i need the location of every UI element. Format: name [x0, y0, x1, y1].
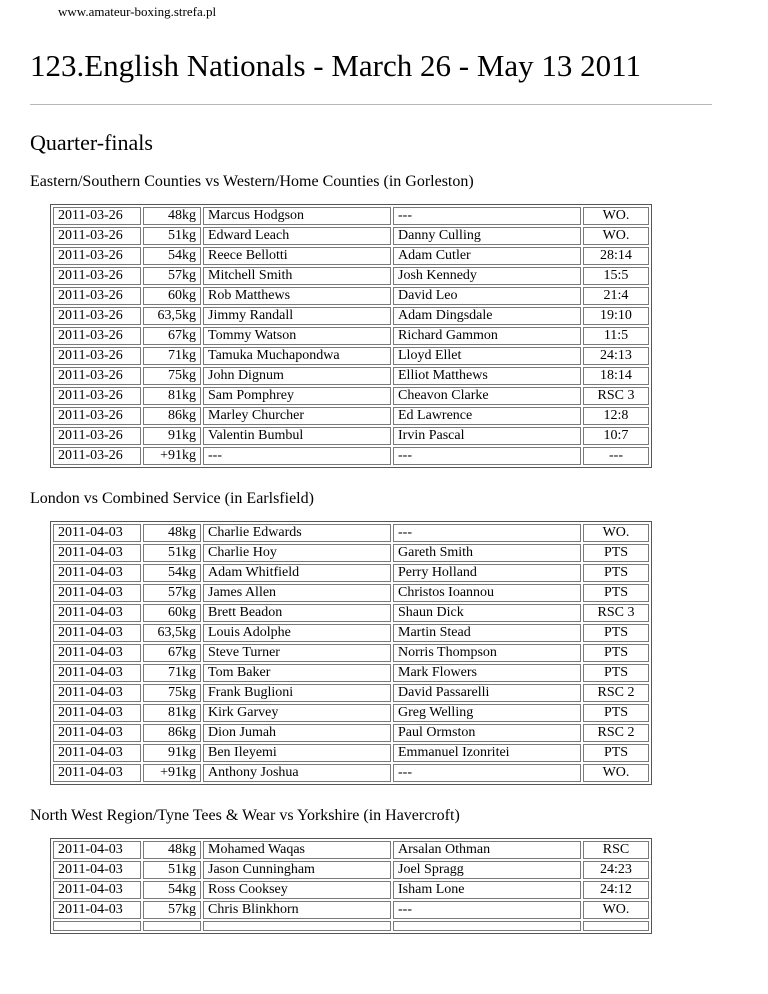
- boxer-red: Mitchell Smith: [203, 267, 391, 285]
- boxer-blue: Ed Lawrence: [393, 407, 581, 425]
- bout-result: WO.: [583, 901, 649, 919]
- boxer-red: Tommy Watson: [203, 327, 391, 345]
- bout-weight: 75kg: [143, 684, 201, 702]
- empty-cell: [583, 921, 649, 931]
- bout-result: WO.: [583, 524, 649, 542]
- boxer-red: Charlie Hoy: [203, 544, 391, 562]
- boxer-blue: Paul Ormston: [393, 724, 581, 742]
- table-row: [53, 524, 649, 542]
- bout-weight: 86kg: [143, 407, 201, 425]
- bout-result: 28:14: [583, 247, 649, 265]
- table-row: [53, 307, 649, 325]
- boxer-blue: ---: [393, 524, 581, 542]
- bout-date: 2011-03-26: [53, 207, 141, 225]
- boxer-blue: Arsalan Othman: [393, 841, 581, 859]
- boxer-red: Ben Ileyemi: [203, 744, 391, 762]
- boxer-blue: ---: [393, 207, 581, 225]
- table-row: [53, 564, 649, 582]
- empty-cell: [203, 921, 391, 931]
- section-title-north-yorkshire: North West Region/Tyne Tees & Wear vs Yorkshire (in Havercroft): [30, 807, 460, 824]
- bout-result: 15:5: [583, 267, 649, 285]
- boxer-blue: Christos Ioannou: [393, 584, 581, 602]
- bout-date: 2011-04-03: [53, 724, 141, 742]
- bout-date: 2011-04-03: [53, 841, 141, 859]
- bout-result: 18:14: [583, 367, 649, 385]
- boxer-red: Mohamed Waqas: [203, 841, 391, 859]
- bout-weight: 51kg: [143, 861, 201, 879]
- table-row: [53, 427, 649, 445]
- bout-result: WO.: [583, 764, 649, 782]
- boxer-blue: ---: [393, 901, 581, 919]
- bout-weight: 54kg: [143, 247, 201, 265]
- bout-result: 11:5: [583, 327, 649, 345]
- table-row: [53, 841, 649, 859]
- table-row: [53, 744, 649, 762]
- bout-result: 19:10: [583, 307, 649, 325]
- bout-date: 2011-04-03: [53, 684, 141, 702]
- boxer-blue: Greg Welling: [393, 704, 581, 722]
- boxer-blue: David Leo: [393, 287, 581, 305]
- boxer-red: Ross Cooksey: [203, 881, 391, 899]
- bout-weight: 71kg: [143, 347, 201, 365]
- site-url: www.amateur-boxing.strefa.pl: [58, 4, 217, 19]
- table-row: [53, 207, 649, 225]
- table-row: [53, 724, 649, 742]
- table-row: [53, 704, 649, 722]
- boxer-blue: ---: [393, 447, 581, 465]
- boxer-blue: Danny Culling: [393, 227, 581, 245]
- bout-result: 12:8: [583, 407, 649, 425]
- boxer-blue: David Passarelli: [393, 684, 581, 702]
- boxer-red: Valentin Bumbul: [203, 427, 391, 445]
- bout-date: 2011-04-03: [53, 861, 141, 879]
- bout-date: 2011-04-03: [53, 624, 141, 642]
- bout-result: PTS: [583, 564, 649, 582]
- boxer-blue: Shaun Dick: [393, 604, 581, 622]
- bout-result: RSC 2: [583, 684, 649, 702]
- table-row: [53, 664, 649, 682]
- bout-weight: 48kg: [143, 207, 201, 225]
- boxer-red: John Dignum: [203, 367, 391, 385]
- empty-cell: [393, 921, 581, 931]
- boxer-blue: Lloyd Ellet: [393, 347, 581, 365]
- bout-result: 24:12: [583, 881, 649, 899]
- table-row: [53, 604, 649, 622]
- boxer-red: Marcus Hodgson: [203, 207, 391, 225]
- boxer-red: Reece Bellotti: [203, 247, 391, 265]
- section-title-east-south: Eastern/Southern Counties vs Western/Home Counties (in Gorleston): [30, 173, 474, 190]
- results-table-london-service: [50, 521, 652, 785]
- bout-date: 2011-03-26: [53, 287, 141, 305]
- bout-date: 2011-03-26: [53, 307, 141, 325]
- boxer-blue: Norris Thompson: [393, 644, 581, 662]
- table-row: [53, 684, 649, 702]
- boxer-blue: Emmanuel Izonritei: [393, 744, 581, 762]
- boxer-red: Adam Whitfield: [203, 564, 391, 582]
- table-row: [53, 287, 649, 305]
- bout-weight: 60kg: [143, 287, 201, 305]
- boxer-red: James Allen: [203, 584, 391, 602]
- boxer-red: ---: [203, 447, 391, 465]
- boxer-blue: Martin Stead: [393, 624, 581, 642]
- boxer-red: Dion Jumah: [203, 724, 391, 742]
- bout-date: 2011-04-03: [53, 644, 141, 662]
- boxer-blue: Cheavon Clarke: [393, 387, 581, 405]
- round-title: Quarter-finals: [30, 130, 153, 155]
- bout-weight: 63,5kg: [143, 307, 201, 325]
- boxer-red: Tom Baker: [203, 664, 391, 682]
- table-row: [53, 227, 649, 245]
- table-row: [53, 327, 649, 345]
- bout-result: PTS: [583, 744, 649, 762]
- bout-weight: 48kg: [143, 524, 201, 542]
- boxer-blue: Irvin Pascal: [393, 427, 581, 445]
- table-row: [53, 644, 649, 662]
- bout-weight: 75kg: [143, 367, 201, 385]
- bout-date: 2011-03-26: [53, 267, 141, 285]
- bout-result: PTS: [583, 664, 649, 682]
- table-row: [53, 584, 649, 602]
- boxer-blue: Joel Spragg: [393, 861, 581, 879]
- boxer-red: Edward Leach: [203, 227, 391, 245]
- bout-weight: 54kg: [143, 881, 201, 899]
- boxer-red: Louis Adolphe: [203, 624, 391, 642]
- boxer-blue: Gareth Smith: [393, 544, 581, 562]
- bout-result: 24:13: [583, 347, 649, 365]
- bout-result: PTS: [583, 544, 649, 562]
- boxer-blue: Adam Dingsdale: [393, 307, 581, 325]
- boxer-blue: Richard Gammon: [393, 327, 581, 345]
- bout-date: 2011-04-03: [53, 544, 141, 562]
- bout-date: 2011-03-26: [53, 247, 141, 265]
- bout-date: 2011-04-03: [53, 524, 141, 542]
- boxer-red: Jimmy Randall: [203, 307, 391, 325]
- bout-date: 2011-04-03: [53, 704, 141, 722]
- table-row: [53, 447, 649, 465]
- boxer-blue: Mark Flowers: [393, 664, 581, 682]
- bout-result: PTS: [583, 624, 649, 642]
- bout-date: 2011-03-26: [53, 447, 141, 465]
- table-row: [53, 624, 649, 642]
- bout-weight: 81kg: [143, 704, 201, 722]
- boxer-red: Charlie Edwards: [203, 524, 391, 542]
- table-row: [53, 544, 649, 562]
- bout-weight: 51kg: [143, 544, 201, 562]
- bout-weight: +91kg: [143, 447, 201, 465]
- boxer-blue: Josh Kennedy: [393, 267, 581, 285]
- boxer-red: Marley Churcher: [203, 407, 391, 425]
- boxer-red: Chris Blinkhorn: [203, 901, 391, 919]
- bout-weight: 48kg: [143, 841, 201, 859]
- table-row: [53, 247, 649, 265]
- bout-date: 2011-04-03: [53, 604, 141, 622]
- bout-result: RSC 3: [583, 604, 649, 622]
- bout-weight: 67kg: [143, 644, 201, 662]
- boxer-blue: ---: [393, 764, 581, 782]
- table-row: [53, 901, 649, 919]
- bout-result: PTS: [583, 644, 649, 662]
- table-row: [53, 367, 649, 385]
- boxer-blue: Perry Holland: [393, 564, 581, 582]
- bout-date: 2011-03-26: [53, 427, 141, 445]
- bout-date: 2011-03-26: [53, 407, 141, 425]
- bout-weight: 51kg: [143, 227, 201, 245]
- bout-weight: 60kg: [143, 604, 201, 622]
- bout-date: 2011-03-26: [53, 387, 141, 405]
- bout-result: 10:7: [583, 427, 649, 445]
- bout-result: 21:4: [583, 287, 649, 305]
- bout-weight: 91kg: [143, 427, 201, 445]
- bout-date: 2011-04-03: [53, 764, 141, 782]
- boxer-red: Kirk Garvey: [203, 704, 391, 722]
- bout-weight: 57kg: [143, 901, 201, 919]
- boxer-red: Anthony Joshua: [203, 764, 391, 782]
- bout-weight: 57kg: [143, 584, 201, 602]
- table-row: [53, 764, 649, 782]
- table-row: [53, 267, 649, 285]
- bout-result: RSC 3: [583, 387, 649, 405]
- bout-date: 2011-03-26: [53, 367, 141, 385]
- boxer-red: Brett Beadon: [203, 604, 391, 622]
- table-row: [53, 861, 649, 879]
- bout-weight: 67kg: [143, 327, 201, 345]
- bout-date: 2011-04-03: [53, 881, 141, 899]
- bout-date: 2011-03-26: [53, 227, 141, 245]
- bout-weight: 81kg: [143, 387, 201, 405]
- bout-weight: 57kg: [143, 267, 201, 285]
- bout-date: 2011-04-03: [53, 564, 141, 582]
- boxer-red: Frank Buglioni: [203, 684, 391, 702]
- boxer-red: Rob Matthews: [203, 287, 391, 305]
- bout-date: 2011-03-26: [53, 327, 141, 345]
- bout-result: WO.: [583, 227, 649, 245]
- bout-weight: 54kg: [143, 564, 201, 582]
- boxer-red: Steve Turner: [203, 644, 391, 662]
- bout-result: RSC 2: [583, 724, 649, 742]
- table-row: [53, 881, 649, 899]
- table-row: [53, 407, 649, 425]
- boxer-blue: Isham Lone: [393, 881, 581, 899]
- section-title-london-service: London vs Combined Service (in Earlsfield): [30, 490, 314, 507]
- bout-weight: +91kg: [143, 764, 201, 782]
- boxer-red: Sam Pomphrey: [203, 387, 391, 405]
- table-row: [53, 347, 649, 365]
- bout-result: RSC: [583, 841, 649, 859]
- bout-weight: 63,5kg: [143, 624, 201, 642]
- bout-date: 2011-04-03: [53, 584, 141, 602]
- table-row-cut-off: [53, 921, 649, 931]
- page-title: 123.English Nationals - March 26 - May 13 2011: [30, 48, 642, 83]
- bout-weight: 71kg: [143, 664, 201, 682]
- bout-date: 2011-04-03: [53, 744, 141, 762]
- results-table-north-yorkshire: [50, 838, 652, 934]
- results-table-east-south: [50, 204, 652, 468]
- bout-date: 2011-03-26: [53, 347, 141, 365]
- boxer-blue: Elliot Matthews: [393, 367, 581, 385]
- bout-result: ---: [583, 447, 649, 465]
- title-divider: [30, 104, 712, 105]
- boxer-red: Tamuka Muchapondwa: [203, 347, 391, 365]
- table-row: [53, 387, 649, 405]
- bout-date: 2011-04-03: [53, 901, 141, 919]
- bout-result: PTS: [583, 584, 649, 602]
- empty-cell: [53, 921, 141, 931]
- bout-result: 24:23: [583, 861, 649, 879]
- boxer-red: Jason Cunningham: [203, 861, 391, 879]
- bout-result: WO.: [583, 207, 649, 225]
- bout-weight: 91kg: [143, 744, 201, 762]
- bout-result: PTS: [583, 704, 649, 722]
- empty-cell: [143, 921, 201, 931]
- bout-weight: 86kg: [143, 724, 201, 742]
- bout-date: 2011-04-03: [53, 664, 141, 682]
- boxer-blue: Adam Cutler: [393, 247, 581, 265]
